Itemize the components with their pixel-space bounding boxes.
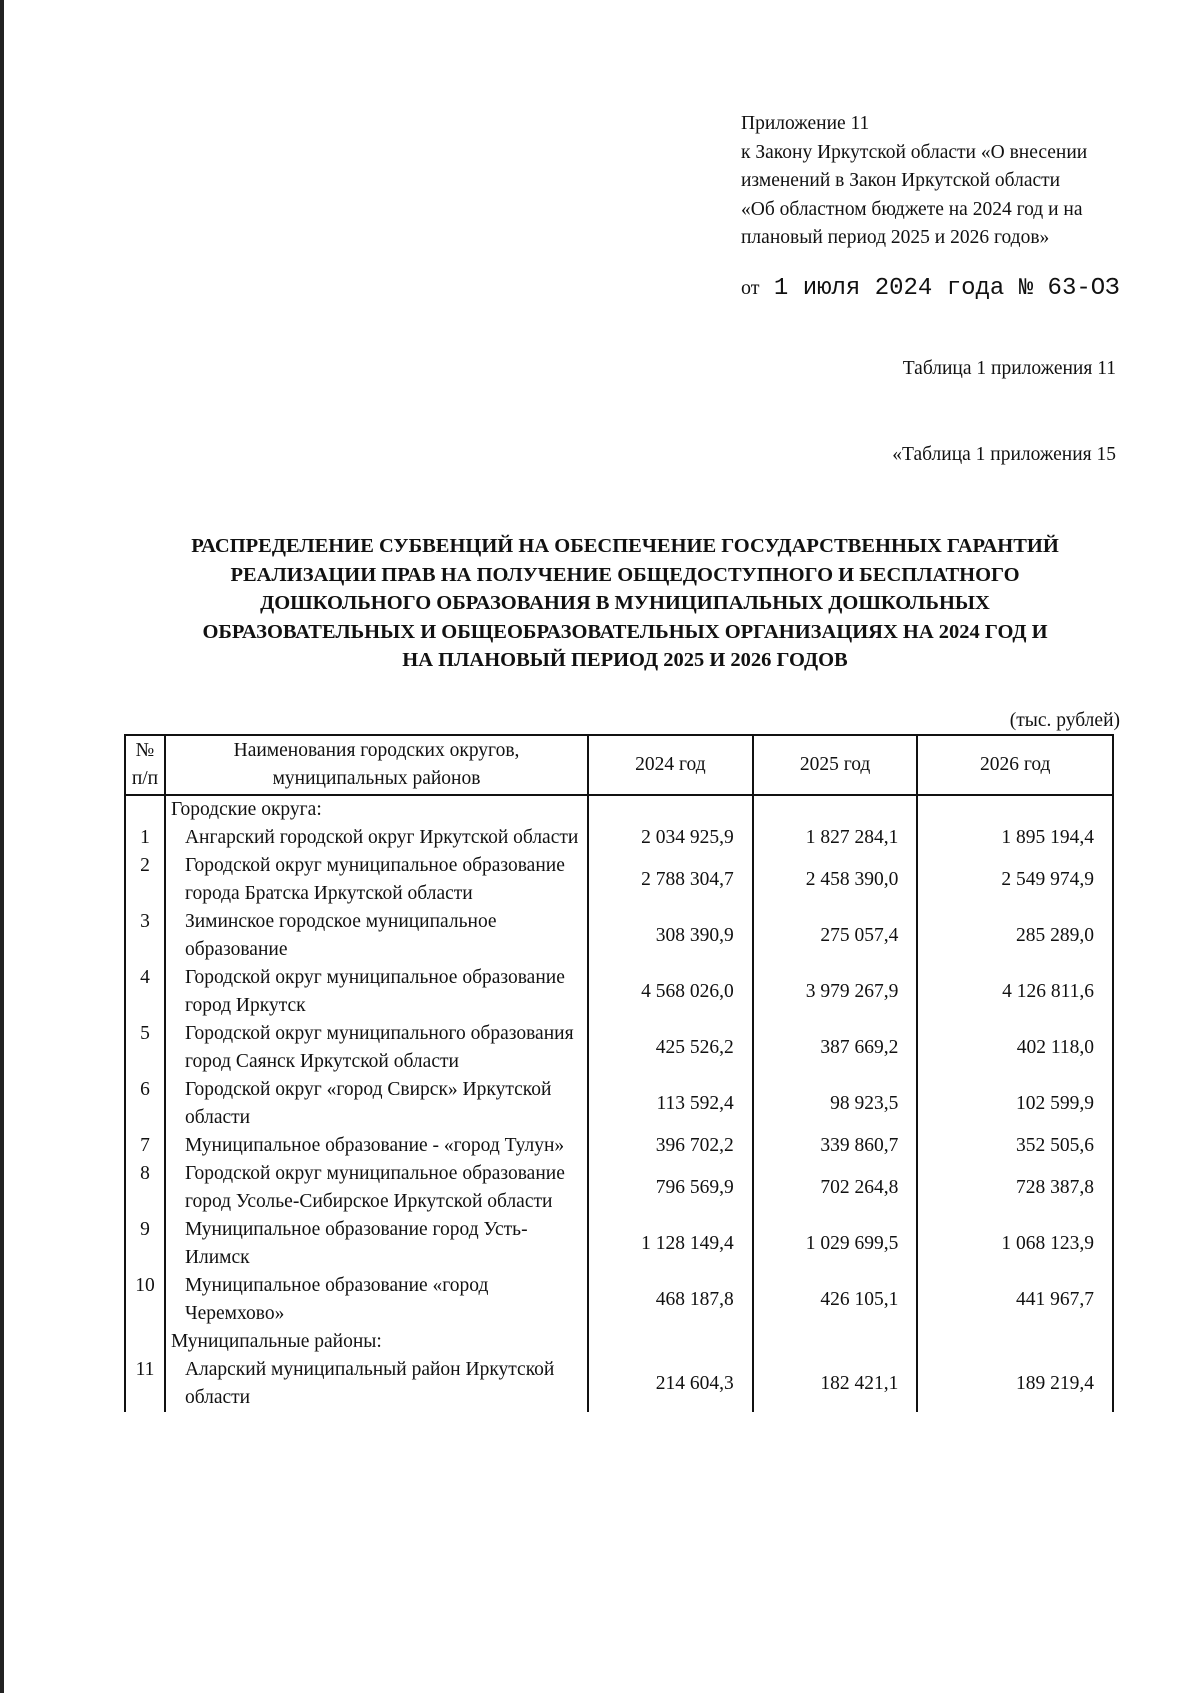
row-number: 7 — [125, 1132, 165, 1160]
table-reference: Таблица 1 приложения 11 — [902, 358, 1116, 379]
row-value-2024: 113 592,4 — [588, 1076, 753, 1132]
row-value-2025: 98 923,5 — [753, 1076, 918, 1132]
row-value-2026: 1 895 194,4 — [917, 824, 1113, 852]
table-body — [125, 795, 1113, 1412]
section-empty-cell — [588, 1328, 753, 1356]
row-value-2024: 425 526,2 — [588, 1020, 753, 1076]
row-value-2024: 2 034 925,9 — [588, 824, 753, 852]
title-line: РЕАЛИЗАЦИИ ПРАВ НА ПОЛУЧЕНИЕ ОБЩЕДОСТУПНОГО И БЕСПЛАТНОГО — [230, 563, 1020, 586]
section-row — [125, 1328, 1113, 1356]
section-empty-cell — [588, 795, 753, 824]
appendix-line: к Закону Иркутской области «О внесении — [741, 141, 1088, 163]
row-name: Муниципальное образование город Усть-Илимск — [165, 1216, 588, 1272]
row-number: 9 — [125, 1216, 165, 1272]
table-row — [125, 1216, 1113, 1272]
row-value-2025: 3 979 267,9 — [753, 964, 918, 1020]
row-value-2024: 468 187,8 — [588, 1272, 753, 1328]
row-number: 10 — [125, 1272, 165, 1328]
row-number: 3 — [125, 908, 165, 964]
law-date-text: 1 июля 2024 года № 63-ОЗ — [773, 275, 1120, 302]
table-row — [125, 1020, 1113, 1076]
header-name-line1: Наименования городских округов, — [233, 740, 520, 761]
row-value-2025: 1 827 284,1 — [753, 824, 918, 852]
row-name: Аларский муниципальный район Иркутской области — [165, 1356, 588, 1412]
row-name: Ангарский городской округ Иркутской области — [165, 824, 588, 852]
header-year-2026: 2026 год — [917, 735, 1113, 795]
row-value-2026: 402 118,0 — [917, 1020, 1113, 1076]
row-value-2026: 102 599,9 — [917, 1076, 1113, 1132]
row-value-2025: 702 264,8 — [753, 1160, 918, 1216]
row-value-2026: 728 387,8 — [917, 1160, 1113, 1216]
scan-edge — [0, 0, 4, 1693]
row-value-2024: 396 702,2 — [588, 1132, 753, 1160]
table-row — [125, 1272, 1113, 1328]
section-title: Муниципальные районы: — [165, 1328, 588, 1356]
row-name: Зиминское городское муниципальное образование — [165, 908, 588, 964]
section-title: Городские округа: — [165, 795, 588, 824]
row-name: Муниципальное образование - «город Тулун» — [165, 1132, 588, 1160]
table-row — [125, 1132, 1113, 1160]
row-name: Городской округ муниципальное образование город Иркутск — [165, 964, 588, 1020]
row-value-2026: 189 219,4 — [917, 1356, 1113, 1412]
section-num-cell — [125, 1328, 165, 1356]
header-num-line1: № — [135, 740, 155, 761]
row-value-2026: 4 126 811,6 — [917, 964, 1113, 1020]
section-empty-cell — [917, 795, 1113, 824]
row-name: Муниципальное образование «город Черемхово» — [165, 1272, 588, 1328]
section-empty-cell — [753, 795, 918, 824]
row-value-2026: 441 967,7 — [917, 1272, 1113, 1328]
row-value-2026: 2 549 974,9 — [917, 852, 1113, 908]
row-name: Городской округ муниципальное образование город Усолье-Сибирское Иркутской области — [165, 1160, 588, 1216]
row-value-2026: 352 505,6 — [917, 1132, 1113, 1160]
row-number: 11 — [125, 1356, 165, 1412]
section-empty-cell — [917, 1328, 1113, 1356]
section-empty-cell — [753, 1328, 918, 1356]
appendix-header — [741, 110, 1087, 253]
header-year-2025: 2025 год — [753, 735, 918, 795]
subvention-table — [124, 734, 1114, 1412]
row-value-2024: 1 128 149,4 — [588, 1216, 753, 1272]
row-value-2025: 339 860,7 — [753, 1132, 918, 1160]
title-line: РАСПРЕДЕЛЕНИЕ СУБВЕНЦИЙ НА ОБЕСПЕЧЕНИЕ ГОСУДАРСТВЕННЫХ ГАРАНТИЙ — [191, 535, 1059, 557]
law-date-number — [741, 275, 1120, 302]
table-row — [125, 852, 1113, 908]
row-number: 6 — [125, 1076, 165, 1132]
table-row — [125, 1356, 1113, 1412]
header-name-line2: муниципальных районов — [272, 768, 481, 789]
row-value-2024: 796 569,9 — [588, 1160, 753, 1216]
section-row — [125, 795, 1113, 824]
units-label: (тыс. рублей) — [1009, 710, 1120, 731]
section-num-cell — [125, 795, 165, 824]
title-line: ОБРАЗОВАТЕЛЬНЫХ И ОБЩЕОБРАЗОВАТЕЛЬНЫХ ОРГАНИЗАЦИЯХ НА 2024 ГОД И — [202, 620, 1048, 643]
table-row — [125, 824, 1113, 852]
row-value-2025: 426 105,1 — [753, 1272, 918, 1328]
header-name — [165, 735, 588, 795]
row-value-2024: 214 604,3 — [588, 1356, 753, 1412]
table-row — [125, 1160, 1113, 1216]
row-value-2025: 2 458 390,0 — [753, 852, 918, 908]
row-value-2025: 1 029 699,5 — [753, 1216, 918, 1272]
row-number: 8 — [125, 1160, 165, 1216]
appendix-line: плановый период 2025 и 2026 годов» — [741, 227, 1050, 248]
appendix-line: изменений в Закон Иркутской области — [741, 170, 1061, 191]
title-line: НА ПЛАНОВЫЙ ПЕРИОД 2025 И 2026 ГОДОВ — [402, 649, 848, 671]
row-value-2026: 1 068 123,9 — [917, 1216, 1113, 1272]
row-name: Городской округ муниципального образования город Саянск Иркутской области — [165, 1020, 588, 1076]
table-quote-reference: «Таблица 1 приложения 15 — [892, 444, 1116, 465]
table-row — [125, 964, 1113, 1020]
row-value-2025: 182 421,1 — [753, 1356, 918, 1412]
appendix-line: «Об областном бюджете на 2024 год и на — [741, 198, 1083, 220]
appendix-line: Приложение 11 — [741, 113, 870, 134]
row-number: 4 — [125, 964, 165, 1020]
row-value-2026: 285 289,0 — [917, 908, 1113, 964]
row-value-2024: 2 788 304,7 — [588, 852, 753, 908]
table-row — [125, 1076, 1113, 1132]
header-num — [125, 735, 165, 795]
row-number: 5 — [125, 1020, 165, 1076]
row-value-2025: 387 669,2 — [753, 1020, 918, 1076]
title-line: ДОШКОЛЬНОГО ОБРАЗОВАНИЯ В МУНИЦИПАЛЬНЫХ ДОШКОЛЬНЫХ — [260, 592, 990, 614]
row-value-2024: 308 390,9 — [588, 908, 753, 964]
header-year-2024: 2024 год — [588, 735, 753, 795]
document-title — [120, 532, 1130, 675]
row-number: 2 — [125, 852, 165, 908]
row-number: 1 — [125, 824, 165, 852]
row-value-2025: 275 057,4 — [753, 908, 918, 964]
law-date-prefix: от — [741, 277, 760, 299]
row-name: Городской округ «город Свирск» Иркутской области — [165, 1076, 588, 1132]
row-value-2024: 4 568 026,0 — [588, 964, 753, 1020]
table-header-row — [125, 735, 1113, 795]
table-row — [125, 908, 1113, 964]
header-num-line2: п/п — [131, 768, 159, 789]
row-name: Городской округ муниципальное образование города Братска Иркутской области — [165, 852, 588, 908]
